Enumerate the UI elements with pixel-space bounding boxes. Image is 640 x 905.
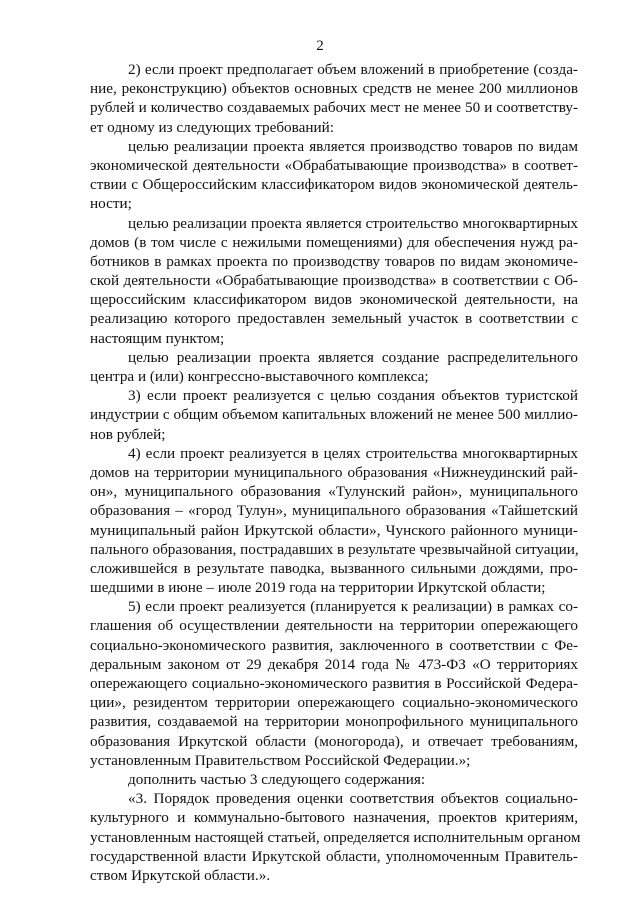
- text-line: ции», резидентом территории опережающего социально-экономического: [90, 694, 578, 712]
- text-line: 2) если проект предполагает объем вложений в приобретение (созда-: [128, 61, 578, 78]
- text-line: целью реализации проекта является создание распределительного: [128, 348, 578, 366]
- text-line: установленным настоящей статьей, определяется исполнительным органом: [90, 828, 581, 846]
- text-line: культурного и коммунально-бытового назначения, проектов критериям,: [90, 809, 578, 827]
- text-line: «3. Порядок проведения оценки соответствия объектов социально-: [128, 790, 578, 808]
- text-line: настоящим пунктом;: [90, 329, 225, 347]
- text-line: ботников в рамках проекта по производству товаров по видам экономиче-: [90, 252, 578, 270]
- text-line: целью реализации проекта является строительство многоквартирных: [128, 214, 578, 232]
- text-line: муниципальный район Иркутской области», Чунского районного муници-: [90, 521, 578, 539]
- text-line: шедшими в июне – июле 2019 года на территории Иркутской области;: [90, 579, 546, 597]
- paragraph: [90, 386, 578, 444]
- text-line: социально-экономического развития, заключенного в соответствии с Фе-: [90, 636, 578, 654]
- paragraph: [90, 348, 578, 386]
- text-line: пального образования, пострадавших в результате чрезвычайной ситуации,: [90, 540, 579, 558]
- text-line: щероссийским классификатором видов экономической деятельности, на: [90, 291, 578, 309]
- text-line: дополнить частью 3 следующего содержания:: [128, 770, 426, 788]
- text-line: установленным Правительством Российской Федерации.»;: [90, 751, 471, 769]
- text-line: реализацию которого предоставлен земельный участок в соответствии с: [90, 310, 578, 328]
- text-line: нов рублей;: [90, 425, 166, 443]
- text-line: ности;: [90, 195, 132, 213]
- document-body: [90, 60, 581, 885]
- text-line: сложившейся в результате паводка, вызванного сильными дождями, про-: [90, 559, 578, 577]
- paragraph: [90, 60, 578, 137]
- paragraph: [90, 444, 578, 598]
- paragraph: [90, 597, 578, 770]
- text-line: ние, реконструкцию) объектов основных средств не менее 200 миллионов: [90, 80, 578, 98]
- text-line: индустрии с общим объемом капитальных вложений не менее 500 миллио-: [90, 406, 578, 424]
- text-line: ством Иркутской области.».: [90, 866, 271, 884]
- text-line: деральным законом от 29 декабря 2014 года № 473-ФЗ «О территориях: [90, 655, 578, 673]
- text-line: опережающего социально-экономического развития в Российской Федера-: [90, 675, 578, 692]
- text-line: целью реализации проекта является производство товаров по видам: [128, 137, 578, 155]
- paragraph: [90, 789, 581, 885]
- text-line: 4) если проект реализуется в целях строительства многоквартирных: [128, 444, 578, 462]
- text-line: домов на территории муниципального образования «Нижнеудинский рай-: [90, 463, 578, 481]
- text-line: ской деятельности «Обрабатывающие производства» в соответствии с Об-: [90, 272, 578, 290]
- text-line: домов (в том числе с нежилыми помещениями) для обеспечения нужд ра-: [90, 233, 578, 251]
- paragraph: [90, 214, 578, 348]
- text-line: государственной власти Иркутской области, уполномоченным Правитель-: [90, 847, 578, 865]
- paragraph: [90, 137, 578, 214]
- text-line: экономической деятельности «Обрабатывающие производства» в соответ-: [90, 156, 578, 174]
- text-line: центра и (или) конгрессно-выставочного комплекса;: [90, 368, 429, 385]
- paragraph: [90, 770, 578, 789]
- text-line: образования Иркутской области (моногорода), и отвечает требованиям,: [90, 732, 578, 750]
- text-line: глашения об осуществлении деятельности на территории опережающего: [90, 617, 578, 635]
- page-number: 2: [316, 38, 324, 54]
- text-line: ет одному из следующих требований:: [90, 118, 334, 136]
- text-line: образования – «город Тулун», муниципального образования «Тайшетский: [90, 502, 578, 520]
- text-line: ствии с Общероссийским классификатором видов экономической деятель-: [90, 176, 578, 194]
- text-line: развития, создаваемой на территории монопрофильного муниципального: [90, 713, 578, 731]
- text-line: 5) если проект реализуется (планируется к реализации) в рамках со-: [128, 598, 578, 616]
- text-line: рублей и количество создаваемых рабочих мест не менее 50 и соответству-: [90, 99, 578, 117]
- text-line: 3) если проект реализуется с целью создания объектов туристской: [128, 387, 578, 405]
- text-line: он», муниципального образования «Тулунский район», муниципального: [90, 483, 578, 501]
